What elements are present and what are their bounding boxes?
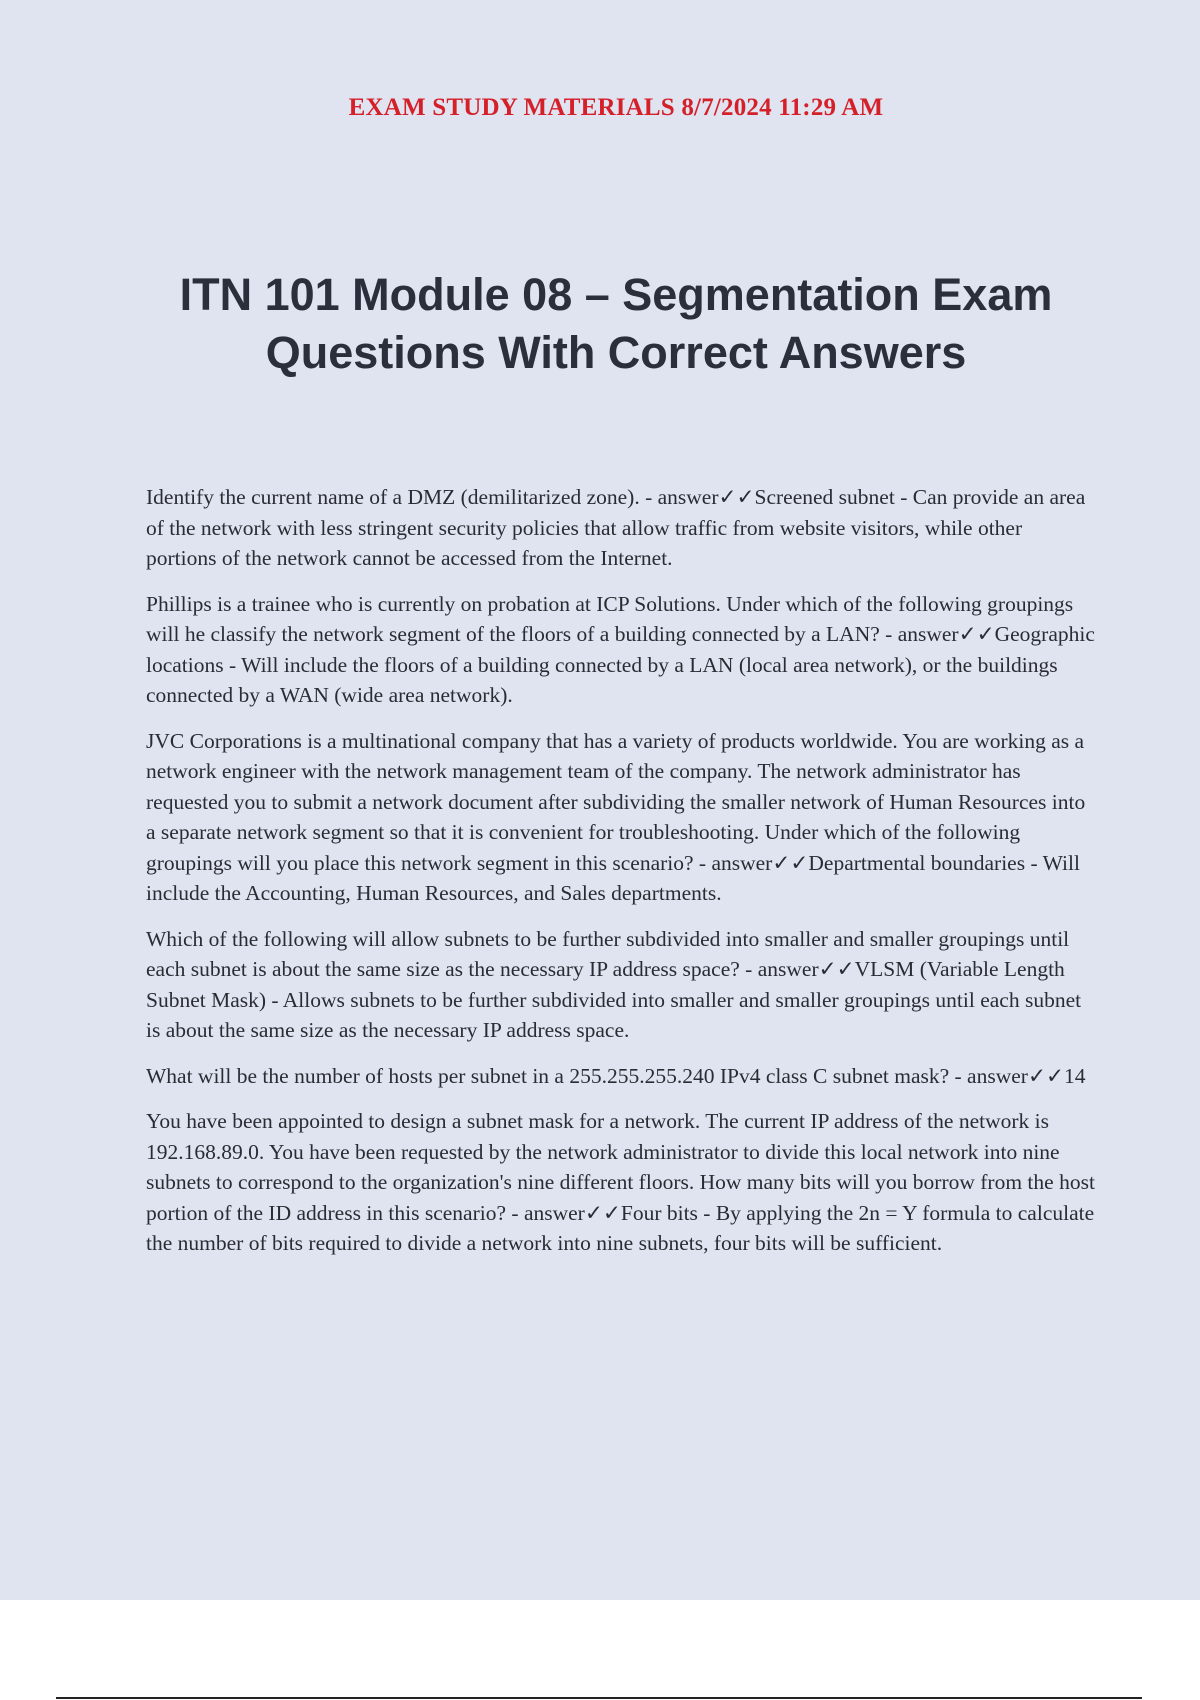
footer-divider <box>56 1697 1142 1699</box>
question-item: Which of the following will allow subnets to be further subdivided into smaller and smaller groupings until each subnet is about the same size as the necessary IP address space? - answer✓✓VLSM (Variable Length Subnet Mask) - Allows subnets to be further subdivided into smaller and smaller groupings until each subnet is about the same size as the necessary IP address space. <box>146 926 1082 1042</box>
question-item: Phillips is a trainee who is currently on probation at ICP Solutions. Under which of the following groupings will he classify the network segment of the floors of a building connected by a LAN? - answer✓✓Geographic locations - Will include the floors of a building connected by a LAN (local area network), or the buildings connected by a WAN (wide area network). <box>146 591 1095 707</box>
question-item: Identify the current name of a DMZ (demilitarized zone). - answer✓✓Screened subnet - Can provide an area of the network with less stringent security policies that allow traffic from website visitors, while other portions of the network cannot be accessed from the Internet. <box>146 485 1086 570</box>
question-item: What will be the number of hosts per subnet in a 255.255.255.240 IPv4 class C subnet mask? - answer✓✓14 <box>146 1063 1086 1088</box>
title-line-1: ITN 101 Module 08 – Segmentation Exam <box>179 269 1053 320</box>
document-title <box>130 266 1102 382</box>
exam-header: EXAM STUDY MATERIALS 8/7/2024 11:29 AM <box>348 94 884 121</box>
question-list <box>146 482 1096 1274</box>
question-item: You have been appointed to design a subnet mask for a network. The current IP address of the network is 192.168.89.0. You have been requested by the network administrator to divide this local network into nine subnets to correspond to the organization's nine different floors. How many bits will you borrow from the host portion of the ID address in this scenario? - answer✓✓Four bits - By applying the 2n = Y formula to calculate the number of bits required to divide a network into nine subnets, four bits will be sufficient. <box>146 1109 1095 1255</box>
question-item: JVC Corporations is a multinational company that has a variety of products worldwide. You are working as a network engineer with the network management team of the company. The network administrator has requested you to submit a network document after subdividing the smaller network of Human Resources into a separate network segment so that it is convenient for troubleshooting. Under which of the following groupings will you place this network segment in this scenario? - answer✓✓Departmental boundaries - Will include the Accounting, Human Resources, and Sales departments. <box>146 728 1086 905</box>
title-line-2: Questions With Correct Answers <box>265 327 967 378</box>
